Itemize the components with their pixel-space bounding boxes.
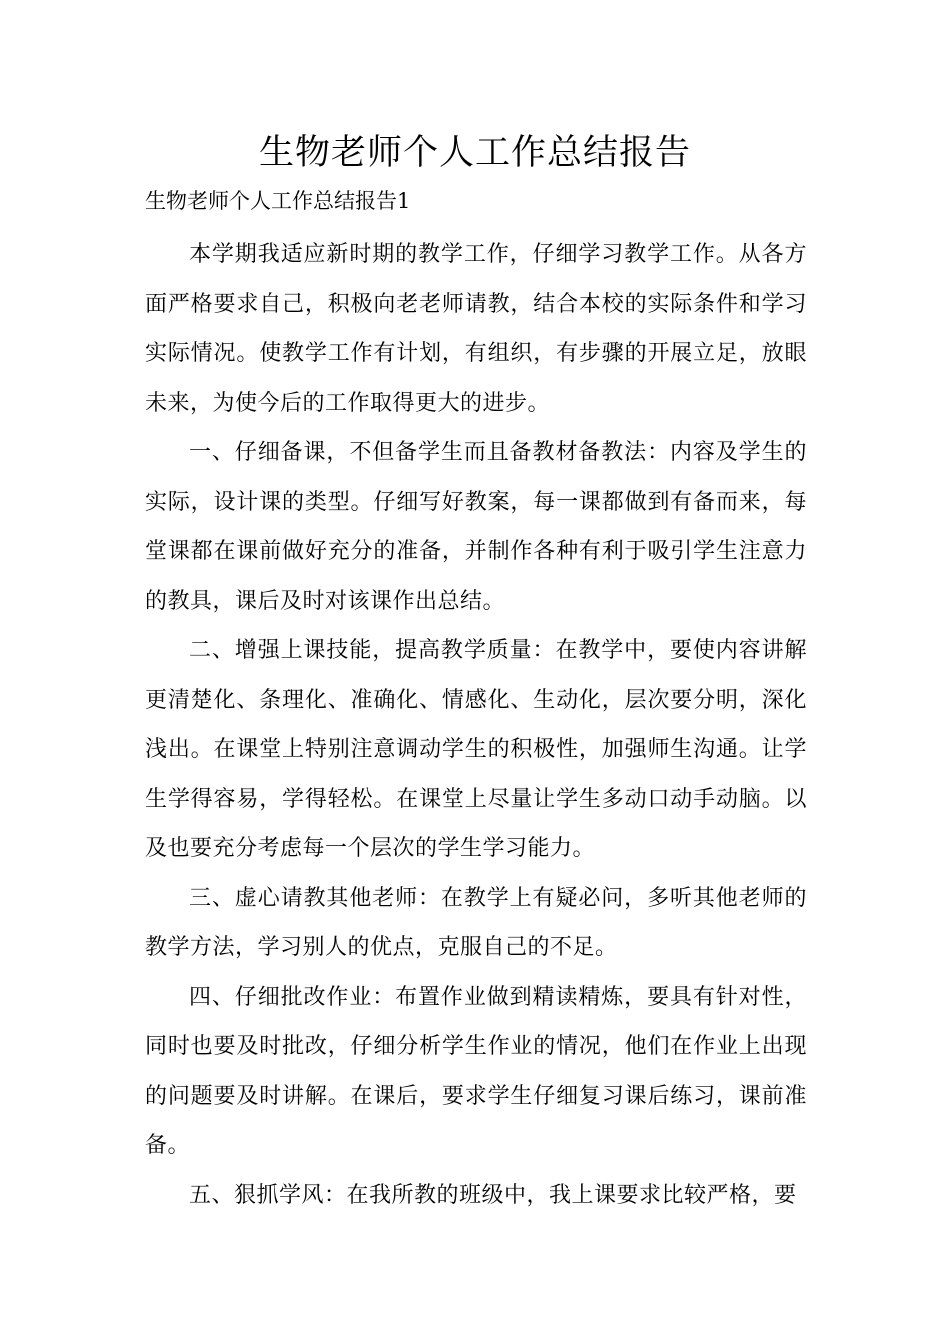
paragraph-3: 二、增强上课技能，提高教学质量：在教学中，要使内容讲解更清楚化、条理化、准确化、情感化、生动化，层次要分明，深化浅出。在课堂上特别注意调动学生的积极性，加强师生沟通。让学生学得容易，学得轻松。在课堂上尽量让学生多动口动手动脑。以及也要充分考虑每一个层次的学生学习能力。 bbox=[145, 638, 807, 861]
document-body bbox=[145, 230, 807, 1220]
paragraph-1: 本学期我适应新时期的教学工作，仔细学习教学工作。从各方面严格要求自己，积极向老老师请教，结合本校的实际条件和学习实际情况。使教学工作有计划，有组织，有步骤的开展立足，放眼未来，为使今后的工作取得更大的进步。 bbox=[145, 242, 807, 416]
paragraph-4: 三、虚心请教其他老师：在教学上有疑必问，多听其他老师的教学方法，学习别人的优点，克服自己的不足。 bbox=[145, 885, 807, 960]
paragraph-6: 五、狠抓学风：在我所教的班级中，我上课要求比较严格，要 bbox=[189, 1182, 797, 1208]
paragraph-5: 四、仔细批改作业：布置作业做到精读精炼，要具有针对性，同时也要及时批改，仔细分析学生作业的情况，他们在作业上出现的问题要及时讲解。在课后，要求学生仔细复习课后练习，课前准备。 bbox=[145, 984, 807, 1158]
document-subtitle: 生物老师个人工作总结报告1 bbox=[145, 189, 411, 213]
paragraph-2: 一、仔细备课，不但备学生而且备教材备教法：内容及学生的实际，设计课的类型。仔细写好教案，每一课都做到有备而来，每堂课都在课前做好充分的准备，并制作各种有利于吸引学生注意力的教具，课后及时对该课作出总结。 bbox=[145, 440, 807, 614]
document-title: 生物老师个人工作总结报告 bbox=[258, 133, 691, 173]
